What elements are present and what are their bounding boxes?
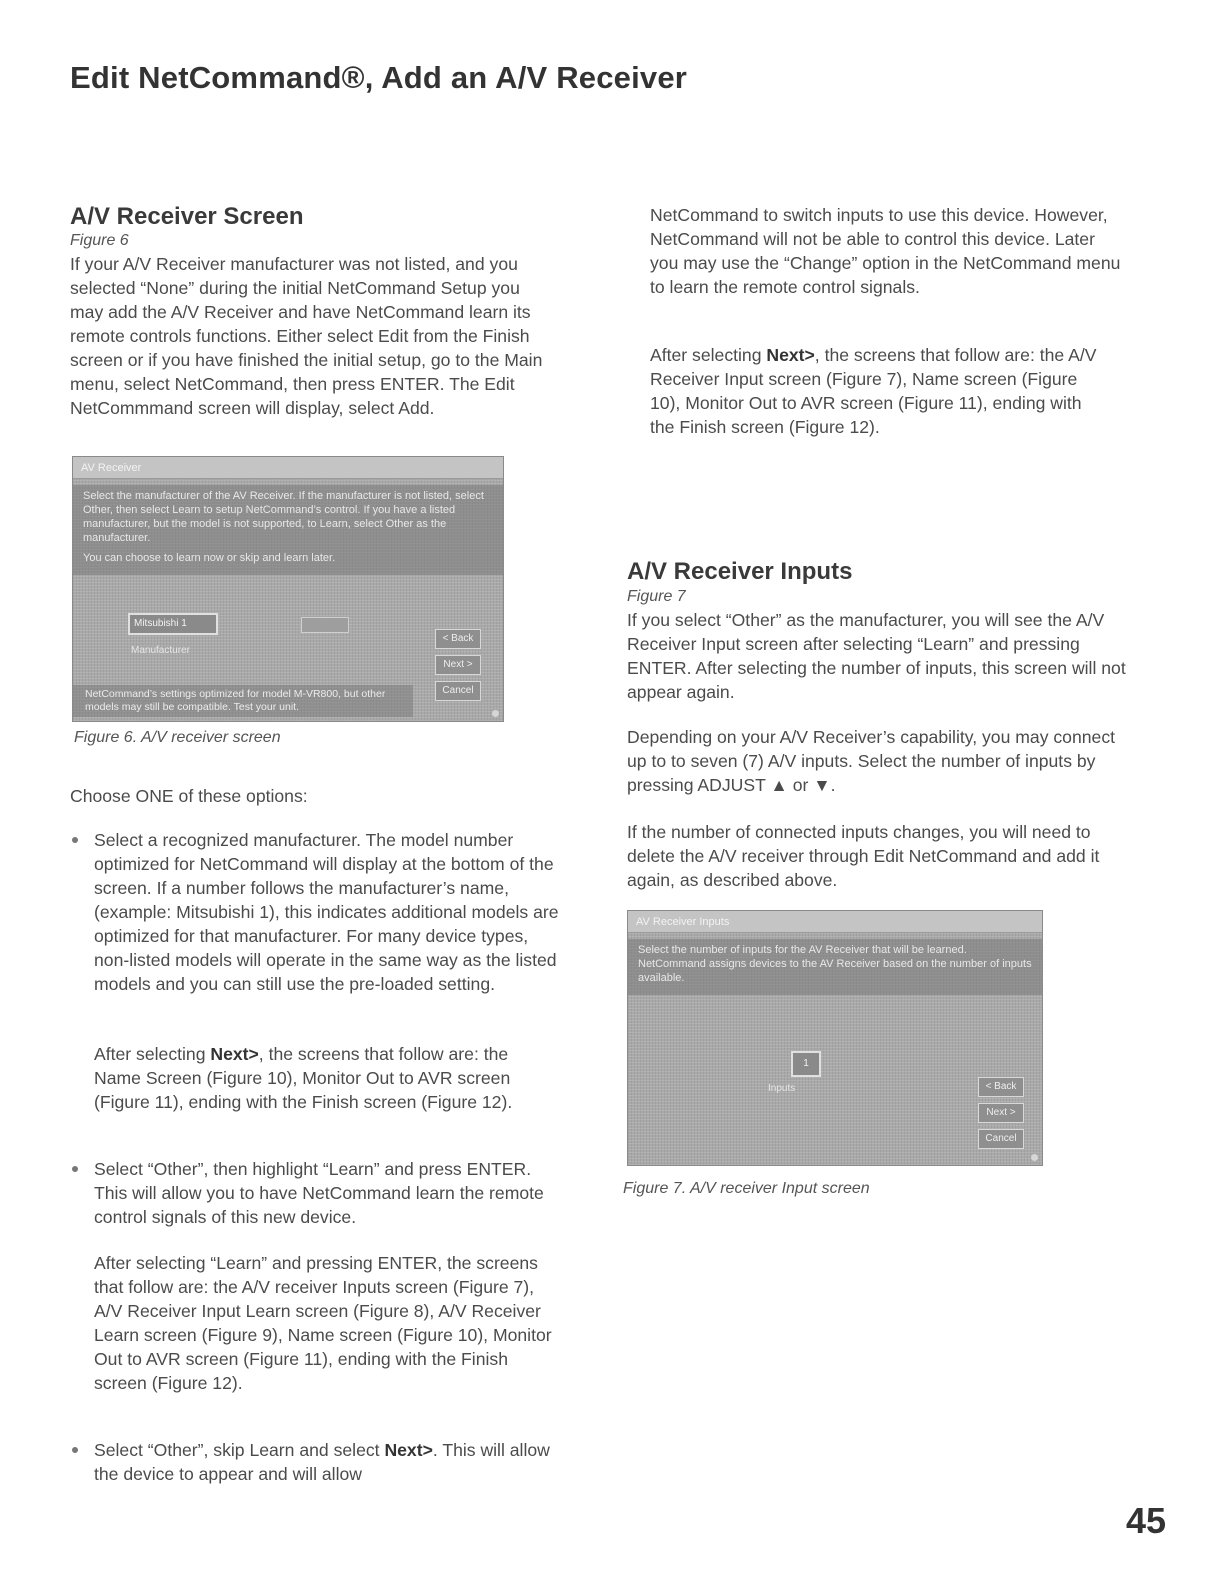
inputs-label: Inputs: [768, 1083, 796, 1094]
option-3-rest: . This will allow the device to appear and will allow: [94, 1440, 550, 1484]
page-title: Edit NetCommand®, Add an A/V Receiver: [70, 60, 688, 95]
inputs-paragraph-3: If the number of connected inputs changes, you will need to delete the A/V receiver through Edit NetCommand and add it again, as described above.: [627, 822, 1100, 890]
manufacturer-label: Manufacturer: [131, 645, 190, 656]
screen-description-text: Select the number of inputs for the AV Receiver that will be learned. NetCommand assigns devices to the AV Receiver based on the number of inputs available.: [638, 944, 1032, 984]
screen-description: [73, 485, 503, 575]
model-note: NetCommand’s settings optimized for model M-VR800, but other models may still be compatible. Test your unit.: [73, 685, 413, 717]
option-1-after-lead: After selecting: [94, 1044, 211, 1064]
option-3-lead: Select “Other”, skip Learn and select: [94, 1440, 385, 1460]
corner-dot-icon: [1031, 1154, 1038, 1161]
screen-description-text: Select the manufacturer of the AV Receiver. If the manufacturer is not listed, select Other, then select Learn to setup NetCommand’s control. If you have a listed manufacturer, but the model is not supported, to Learn, select Other as the manufacturer.: [83, 490, 484, 544]
manufacturer-select[interactable]: Mitsubishi 1: [128, 613, 218, 635]
back-button[interactable]: < Back: [435, 629, 481, 649]
option-3-continued: NetCommand to switch inputs to use this device. However, NetCommand will not be able to control this device. Later you may use the “Change” option in the NetCommand menu to learn the remote control signals.: [650, 205, 1121, 297]
screen-title: AV Receiver: [73, 457, 503, 479]
figure-ref: Figure 6: [70, 232, 129, 249]
section-heading-av-receiver-screen: A/V Receiver Screen: [70, 203, 304, 230]
inputs-count-field[interactable]: 1: [791, 1051, 821, 1077]
screen-title: AV Receiver Inputs: [628, 911, 1042, 933]
figure6-caption: Figure 6. A/V receiver screen: [74, 729, 281, 746]
screen-description-note: You can choose to learn now or skip and learn later.: [83, 552, 336, 564]
learn-option-box[interactable]: [301, 617, 349, 633]
option-3-after: [650, 343, 1110, 439]
option-1-after-rest: , the screens that follow are: the Name Screen (Figure 10), Monitor Out to AVR screen (Figure 11), ending with the Finish screen (Figure 12).: [94, 1044, 513, 1112]
inputs-paragraph-1: If you select “Other” as the manufacturer, you will see the A/V Receiver Input screen after selecting “Learn” and pressing ENTER. After selecting the number of inputs, this screen will not appear again.: [627, 610, 1126, 702]
screen-description: [628, 939, 1042, 995]
option-2-after: After selecting “Learn” and pressing ENTER, the screens that follow are: the A/V receiver Inputs screen (Figure 7), A/V Receiver Input Learn screen (Figure 8), A/V Receiver Learn screen (Figure 9), Name screen (Figure 10), Monitor Out to AVR screen (Figure 11), ending with the Finish screen (Figure 12).: [94, 1253, 552, 1393]
back-button[interactable]: < Back: [978, 1077, 1024, 1097]
page-number: 45: [1125, 1500, 1166, 1541]
option-3-after-rest: , the screens that follow are: the A/V Receiver Input screen (Figure 7), Name screen (Figure 10), Monitor Out to AVR screen (Figure 11), ending with the Finish screen (Figure 12).: [650, 345, 1097, 437]
next-label: Next>: [766, 345, 815, 365]
bullet-icon: [72, 1447, 78, 1453]
figure7-caption: Figure 7. A/V receiver Input screen: [623, 1180, 870, 1197]
option-3-text: [94, 1438, 554, 1486]
bullet-icon: [72, 1166, 78, 1172]
option-1-after: [94, 1042, 544, 1114]
option-3-after-lead: After selecting: [650, 345, 767, 365]
bullet-icon: [72, 837, 78, 843]
cancel-button[interactable]: Cancel: [435, 681, 481, 701]
av-receiver-inputs-screen-figure: [627, 910, 1043, 1166]
corner-dot-icon: [492, 710, 499, 717]
section-heading-av-receiver-inputs: A/V Receiver Inputs: [627, 558, 853, 585]
option-1-text: Select a recognized manufacturer. The model number optimized for NetCommand will display at the bottom of the screen. If a number follows the manufacturer’s name, (example: Mitsubishi 1), this indicates additional models are optimized for that manufacturer. For many device types, non-listed models will operate in the same way as the listed models and you can still use the pre-loaded setting.: [94, 830, 559, 994]
intro-paragraph: If your A/V Receiver manufacturer was not listed, and you selected “None” during the initial NetCommand Setup you may add the A/V Receiver and have NetCommand learn its remote controls functions. Either select Edit from the Finish screen or if you have finished the initial setup, go to the Main menu, select NetCommand, then press ENTER. The Edit NetCommmand screen will display, select Add.: [70, 254, 543, 418]
next-button[interactable]: Next >: [435, 655, 481, 675]
next-button[interactable]: Next >: [978, 1103, 1024, 1123]
figure-ref: Figure 7: [627, 588, 686, 605]
option-2-text: Select “Other”, then highlight “Learn” and press ENTER. This will allow you to have NetCommand learn the remote control signals of this new device.: [94, 1159, 544, 1227]
cancel-button[interactable]: Cancel: [978, 1129, 1024, 1149]
choose-text: Choose ONE of these options:: [70, 786, 308, 806]
av-receiver-screen-figure: [72, 456, 504, 722]
next-label: Next>: [384, 1440, 433, 1460]
next-label: Next>: [210, 1044, 259, 1064]
inputs-paragraph-2: Depending on your A/V Receiver’s capability, you may connect up to to seven (7) A/V inputs. Select the number of inputs by pressing ADJUST ▲ or ▼.: [627, 727, 1116, 795]
